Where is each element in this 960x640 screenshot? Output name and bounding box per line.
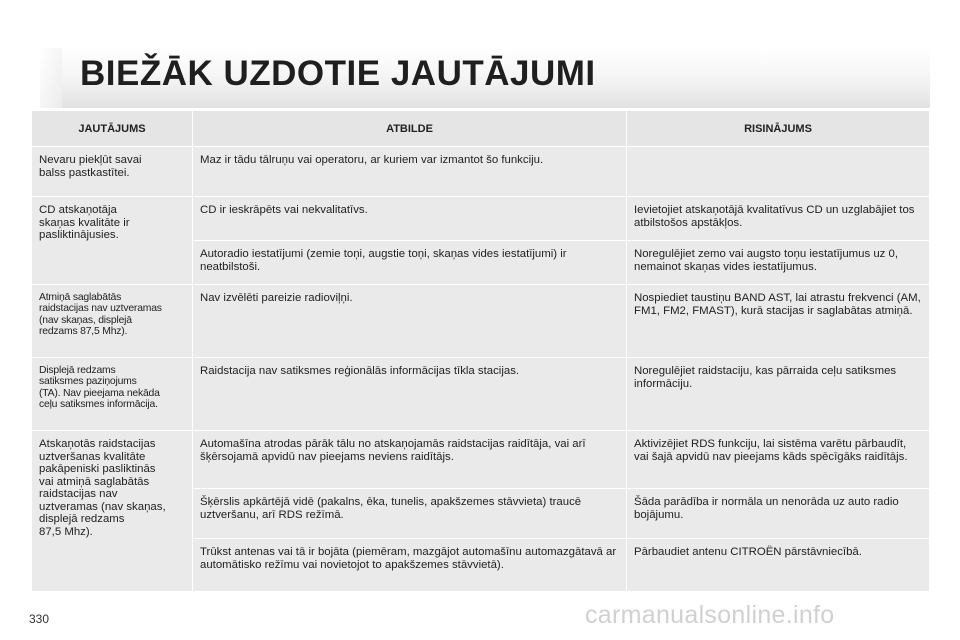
answer-cell: Trūkst antenas vai tā ir bojāta (piemēram, mazgājot automašīnu automazgātavā ar automātisko režīmu vai novietojot to apakšzemes stāvvietā).: [193, 539, 627, 592]
answer-cell: Autoradio iestatījumi (zemie toņi, augstie toņi, skaņas vides iestatījumi) ir neatbilstoši.: [193, 241, 627, 285]
solution-cell: Noregulējiet raidstaciju, kas pārraida ceļu satiksmes informāciju.: [627, 358, 930, 431]
solution-cell: Aktivizējiet RDS funkciju, lai sistēma varētu pārbaudīt, vai šajā apvidū nav pieejams kāds spēcīgāks raidītājs.: [627, 431, 930, 489]
page-title: BIEŽĀK UZDOTIE JAUTĀJUMI: [80, 54, 596, 93]
table-row: [32, 197, 930, 241]
page-number: 330: [29, 612, 50, 626]
table-header-row: [32, 111, 930, 147]
header-answer: ATBILDE: [193, 111, 627, 147]
faq-table: [31, 110, 930, 592]
solution-cell: Noregulējiet zemo vai augsto toņu iestatījumus uz 0, nemainot skaņas vides iestatījumus.: [627, 241, 930, 285]
question-cell: Displejā redzams satiksmes paziņojums (TA). Nav pieejama nekāda ceļu satiksmes informācija.: [32, 358, 193, 431]
table-row: [32, 147, 930, 197]
question-cell: Nevaru piekļūt savai balss pastkastītei.: [32, 147, 193, 197]
watermark: carmanualsonline.info: [585, 601, 835, 629]
question-cell: CD atskaņotāja skaņas kvalitāte ir pasliktinājusies.: [32, 197, 193, 285]
answer-cell: Maz ir tādu tālruņu vai operatoru, ar kuriem var izmantot šo funkciju.: [193, 147, 627, 197]
solution-cell: [627, 147, 930, 197]
answer-cell: CD ir ieskrāpēts vai nekvalitatīvs.: [193, 197, 627, 241]
answer-cell: Raidstacija nav satiksmes reģionālās informācijas tīkla stacijas.: [193, 358, 627, 431]
header-question: JAUTĀJUMS: [32, 111, 193, 147]
table-row: [32, 358, 930, 431]
answer-cell: Šķērslis apkārtējā vidē (pakalns, ēka, tunelis, apakšzemes stāvvieta) traucē uztveršanu, arī RDS režīmā.: [193, 489, 627, 539]
answer-cell: Nav izvēlēti pareizie radioviļņi.: [193, 285, 627, 358]
solution-cell: Pārbaudiet antenu CITROËN pārstāvniecībā.: [627, 539, 930, 592]
table-row: [32, 431, 930, 489]
answer-cell: Automašīna atrodas pārāk tālu no atskaņojamās raidstacijas raidītāja, vai arī šķērsojamā apvidū nav pieejams neviens raidītājs.: [193, 431, 627, 489]
solution-cell: Ievietojiet atskaņotājā kvalitatīvus CD un uzglabājiet tos atbilstošos apstākļos.: [627, 197, 930, 241]
question-cell: Atskaņotās raidstacijas uztveršanas kvalitāte pakāpeniski pasliktinās vai atmiņā saglabātās raidstacijas nav uztveramas (nav skaņas, displejā redzams 87,5 Mhz).: [32, 431, 193, 592]
solution-cell: Nospiediet taustiņu BAND AST, lai atrastu frekvenci (AM, FM1, FM2, FMAST), kurā stacijas ir saglabātas atmiņā.: [627, 285, 930, 358]
table-row: [32, 285, 930, 358]
solution-cell: Šāda parādība ir normāla un nenorāda uz auto radio bojājumu.: [627, 489, 930, 539]
question-cell: Atmiņā saglabātās raidstacijas nav uztveramas (nav skaņas, displejā redzams 87,5 Mhz).: [32, 285, 193, 358]
header-solution: RISINĀJUMS: [627, 111, 930, 147]
